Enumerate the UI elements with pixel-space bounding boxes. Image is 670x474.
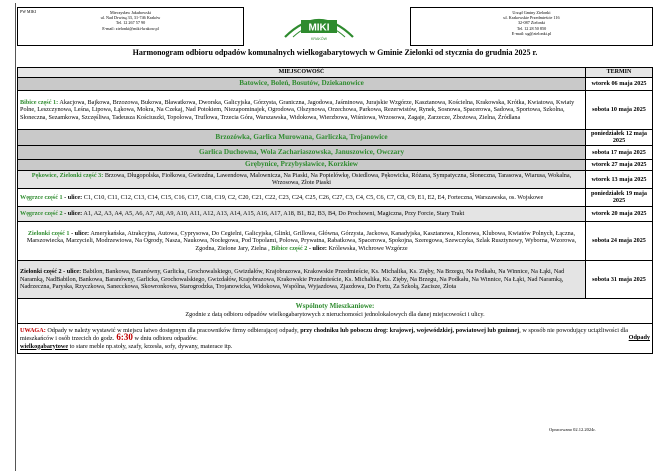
contractor-phone: Tel. 12 267 57 90 — [115, 20, 146, 26]
row-tail-label: - ulice: — [307, 244, 327, 252]
row-label: - ulice: — [62, 210, 83, 218]
row-street-list: Akacjowa, Bajkowa, Brzozowa, Bukowa, Bławatkowa, Dworska, Galicyjska, Górzysta, Graniczna, Jagodowa, Jaśminowa, Jurajskie Wzgórze, Kasztanowa, Kościelna, Krakowska, Krótka, Kwiatowa, Kwiaty Polne, Leszczynowa, Leśna, Lipowa, Łąkowa, Mokra, Na Czekaj, Nad Potokiem, Niezapominajek, Ogrodowa, Olszynowa, Orzechowa, Parkowa, Rezerwistów, Rynek, Sosnowa, Spacerowa, Sadowa, Sportowa, Szkolna, Słoneczna, Sezamkowa, Szczęśliwa, Tadeusza Kościuszki, Topolowa, Truflowa, Trzecia Góra, Warszawska, Widokowa, Wierzbowa, Wiśniowa, Wrzosowa, Zagaje, Zarzecze, Zbożowa, Zielna, Źródlana — [20, 98, 575, 121]
table-row — [18, 323, 653, 353]
row-term: wtorek 20 maja 2025 — [586, 206, 653, 221]
header-place: MIEJSCOWOŚĆ — [18, 68, 586, 78]
housing-text: Zgodnie z datą odbioru odpadów wielkogabarytowych z nieruchomości jednolokalowych dla danej miejscowości i ulicy. — [185, 310, 485, 318]
municipality-header — [410, 7, 653, 46]
municipality-postcode: 32-087 Zielonki — [517, 20, 546, 26]
row-prefix: Pękowice, Zielonki część 3: — [31, 171, 104, 179]
table-row — [18, 188, 653, 206]
table-row — [18, 170, 653, 188]
row-place: Grębynice, Przybysławice, Korzkiew — [18, 159, 586, 170]
contractor-name: Mieczysław Jakubowski — [109, 10, 152, 15]
row-term: sobota 24 maja 2025 — [586, 221, 653, 260]
contractor-address: ul. Nad Drwiną 33, 31-746 Kraków — [100, 15, 161, 21]
prepared-date: Opracowano 02.12.2024r. — [549, 427, 596, 432]
logo-text: MIKI — [308, 22, 330, 34]
row-label: - ulice: — [61, 268, 82, 276]
row-place: Brzozówka, Garlica Murowana, Garliczka, Trojanowice — [18, 130, 586, 146]
notice-text-3: , w sposób nie powodujący uciążliwości dla mieszkańców i osób trzecich do godz. — [20, 326, 629, 343]
table-row — [18, 260, 653, 298]
notice-text-1: Odpady w należy wystawić w miejscu łatwo dostępnym dla pracowników firmy odbierającej odpady, — [45, 326, 299, 334]
logo-subtext: KRAKÓW — [311, 37, 327, 41]
table-row — [18, 130, 653, 146]
row-streets — [18, 221, 586, 260]
contractor-email: E-mail: zielonki@miki-krakow.pl — [102, 25, 159, 31]
row-term: wtorek 13 maja 2025 — [586, 170, 653, 188]
row-prefix: Węgrzce część 1 — [20, 193, 63, 201]
row-place: Batowice, Boleń, Bosutów, Dziekanowice — [18, 78, 586, 91]
housing-title: Wspólnoty Mieszkaniowe: — [295, 302, 375, 311]
row-term: sobota 31 maja 2025 — [586, 260, 653, 298]
row-streets — [18, 206, 586, 221]
notice-odpady: Odpady — [628, 334, 650, 342]
table-row — [18, 159, 653, 170]
row-tail-streets: Królewska, Wichrowe Wzgórze — [326, 244, 408, 252]
housing-communities — [18, 298, 653, 323]
row-place: Garlica Duchowna, Wola Zachariaszowska, Januszowice, Owczary — [18, 145, 586, 159]
page-edge — [15, 3, 16, 471]
row-streets — [18, 260, 586, 298]
miki-logo — [279, 7, 359, 43]
row-prefix: Węgrzce część 2 — [20, 210, 63, 218]
row-prefix: Bibice część 1: — [20, 98, 59, 106]
header-term: TERMIN — [586, 68, 653, 78]
table-row — [18, 145, 653, 159]
row-street-list: Babilon, Bankowa, Baranówny, Garlicka, Grochowalskiego, Gwizdałów, Krajobrazowa, Krakowskie Przedmieście, Ks. Michalika, Ks. Zięby, Na Brzegu, Na Podkału, Na Winnice, Na Łąki, Nad Naramką, NadBabilon, Bankowa, Baranówny, Garlicka, Grochowalskiego, Gwizdałów, Krajobrazowa, Krakowskie Przedmieście, Ks. Michalika, Ks. Zięby, Na Brzegu, Na Podkału, Na Winnice, Na Łąki, Nad Naramką, Nadrzeczna, Paryska, Rzyczkowa, Sanecckowa, Skowronkowa, Starogrodzka, Trojanowicka, Widokowa, Wspólna, Wyjazdowa, Zjazdowa, Do Fortu, Za Szkołą, Zacisze, Złota — [20, 268, 565, 291]
row-street-list: Amerykańska, Atrakcyjna, Autowa, Cyprysowa, Do Cegielni, Galicyjska, Glinki, Grillowa, Główna, Górzysta, Jackowa, Kanadyjska, Kasztanowa, Klonowa, Klubowa, Kwiatów Polnych, Łączna, Marszowiecka, Marzycieli, Modrzewiowa, Na Ogrody, Nasza, Naukowa, Nocłegowa, Pod Topolami, Polowa, Prywatna, Rabatkowa, Spacerowa, Spokojna, Szeregowa, Szewczyka, Szlak Rusztynowy, Wyborna, Wzorowa, Zgodna, Zielone Jary, Zielna , — [26, 229, 577, 252]
row-term: sobota 17 maja 2025 — [586, 145, 653, 159]
table-row — [18, 298, 653, 323]
row-street-list: Brzowa, Długopolska, Fiołkowa, Gwiezdna, Lawendowa, Malownicza, Na Piaski, Na Popielówkę, Osiedlowa, Pękowicka, Różana, Sympatyczna, Słoneczna, Tarasowa, Wiarusa, Wokalna, Wrzosowa, Złote Piaski — [103, 171, 572, 187]
municipality-address: ul. Krakowskie Przedmieście 116 — [503, 15, 560, 21]
schedule-title: Harmonogram odbioru odpadów komunalnych wielkogabarytowych w Gminie Zielonki od stycznia do grudnia 2025 r. — [132, 48, 538, 57]
contractor-tag: PW MIKI — [20, 9, 37, 14]
notice-label: UWAGA: — [20, 326, 46, 334]
notice-cell — [18, 323, 653, 353]
row-tail-prefix: Bibice część 2 — [269, 244, 308, 252]
row-street-list: C1, C10, C11, C12, C13, C14, C15, C16, C17, C18, C19, C2, C20, C21, C22, C23, C24, C25, C26, C27, C3, C4, C5, C6, C7, C8, C9, E1, E2, E4, Forteczna, Warszawska, os. Wojskowe — [82, 193, 544, 201]
row-term: poniedziałek 12 maja 2025 — [586, 130, 653, 146]
row-streets — [18, 91, 586, 130]
notice-bulky: wielkogabarytowe — [20, 342, 69, 350]
row-label: - ulice: — [69, 229, 90, 237]
row-term: wtorek 06 maja 2025 — [586, 78, 653, 91]
table-row — [18, 221, 653, 260]
municipality-phone: Tel. 12 28 50 850 — [516, 25, 547, 31]
row-street-list: A1, A2, A3, A4, A5, A6, A7, A8, A9, A10, A11, A12, A13, A14, A15, A16, A17, A18, B1, B2, B3, B4, Do Prochowni, Magiczna, Przy Forcie, Stary Trakt — [82, 210, 465, 218]
row-streets — [18, 170, 586, 188]
table-header-row — [18, 68, 653, 78]
row-term: wtorek 27 maja 2025 — [586, 159, 653, 170]
municipality-name: Urząd Gminy Zielonki — [512, 10, 551, 15]
row-label: - ulice: — [62, 193, 83, 201]
schedule-table — [17, 67, 653, 354]
notice-text-5: to stare meble np.stoły, szafy, krzesła, sofy, dywany, materace itp. — [68, 342, 233, 350]
row-term: poniedziałek 19 maja 2025 — [586, 188, 653, 206]
row-streets — [18, 188, 586, 206]
notice-time: 6:30 — [114, 332, 133, 343]
row-prefix: Zielonki część 2 — [20, 268, 62, 276]
document-page — [15, 3, 655, 471]
table-row — [18, 206, 653, 221]
municipality-email: E-mail: ug@zielonki.pl — [511, 30, 552, 36]
row-term: sobota 10 maja 2025 — [586, 91, 653, 130]
table-row — [18, 78, 653, 91]
contractor-header — [17, 7, 244, 46]
row-prefix: Zielonki część 1 — [27, 229, 70, 237]
notice-text-4: w dniu odbioru odpadów. — [132, 335, 198, 343]
notice-text-2: przy chodniku lub poboczu drog: krajowej, wojewódzkiej, powiatowej lub gminnej — [298, 326, 520, 334]
table-row — [18, 91, 653, 130]
